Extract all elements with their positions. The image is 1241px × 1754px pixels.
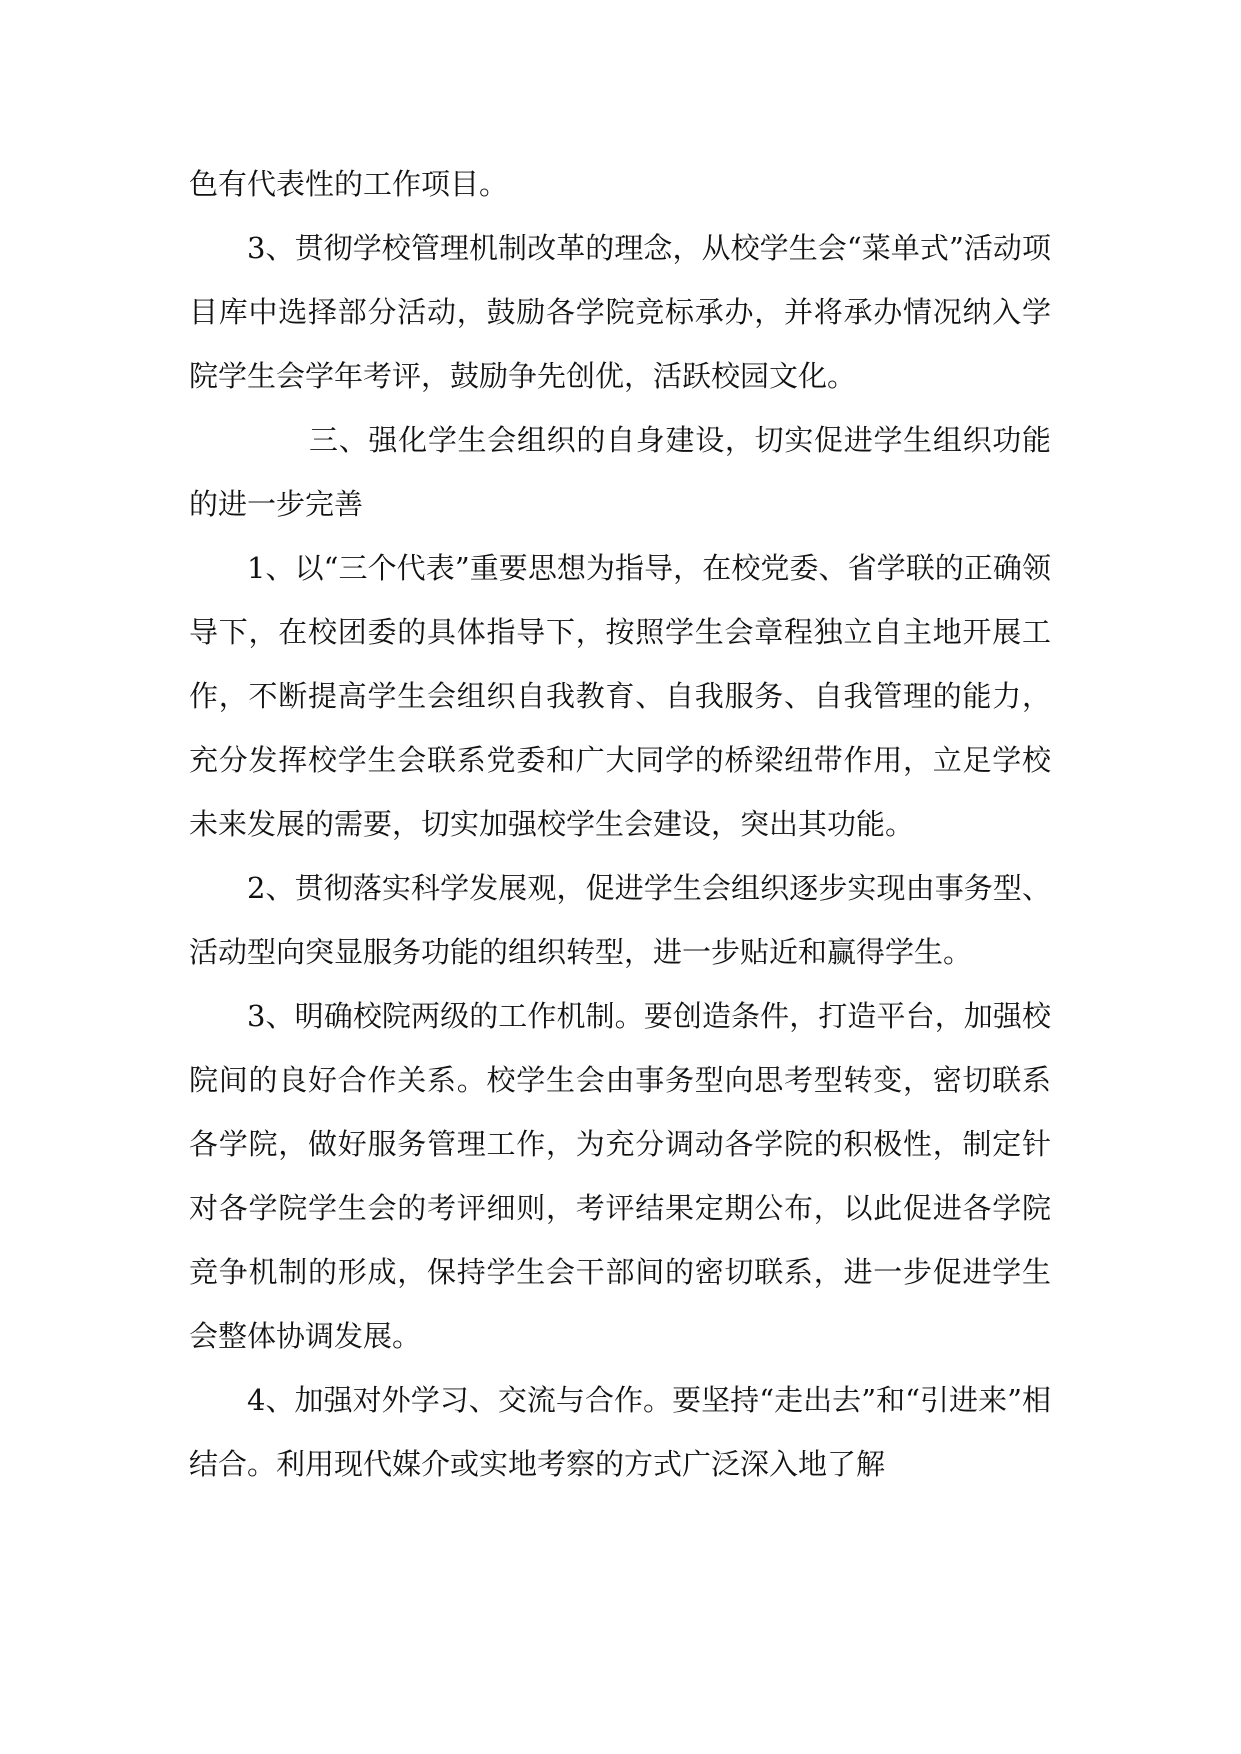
paragraph-item-3-menu-activities: 3、贯彻学校管理机制改革的理念，从校学生会“菜单式”活动项目库中选择部分活动，鼓励各学院竞标承办，并将承办情况纳入学院学生会学年考评，鼓励争先创优，活跃校园文化。 (189, 231, 1051, 393)
paragraph-item-1-guidance: 1、以“三个代表”重要思想为指导，在校党委、省学联的正确领导下，在校团委的具体指导下，按照学生会章程独立自主地开展工作，不断提高学生会组织自我教育、自我服务、自我管理的能力，充分发挥校学生会联系党委和广大同学的桥梁纽带作用，立足学校未来发展的需要，切实加强校学生会建设，突出其功能。 (189, 551, 1051, 841)
document-body (189, 152, 1051, 1496)
paragraph-item-2-development: 2、贯彻落实科学发展观，促进学生会组织逐步实现由事务型、活动型向突显服务功能的组织转型，进一步贴近和赢得学生。 (189, 871, 1051, 969)
paragraph-item-3-mechanism: 3、明确校院两级的工作机制。要创造条件，打造平台，加强校院间的良好合作关系。校学生会由事务型向思考型转变，密切联系各学院，做好服务管理工作，为充分调动各学院的积极性，制定针对各学院学生会的考评细则，考评结果定期公布，以此促进各学院竞争机制的形成，保持学生会干部间的密切联系，进一步促进学生会整体协调发展。 (189, 999, 1051, 1353)
paragraph-continuation: 色有代表性的工作项目。 (189, 167, 509, 201)
section-heading-three: 三、强化学生会组织的自身建设，切实促进学生组织功能的进一步完善 (189, 423, 1051, 521)
paragraph-item-4-exchange: 4、加强对外学习、交流与合作。要坚持“走出去”和“引进来”相结合。利用现代媒介或实地考察的方式广泛深入地了解 (189, 1383, 1051, 1481)
